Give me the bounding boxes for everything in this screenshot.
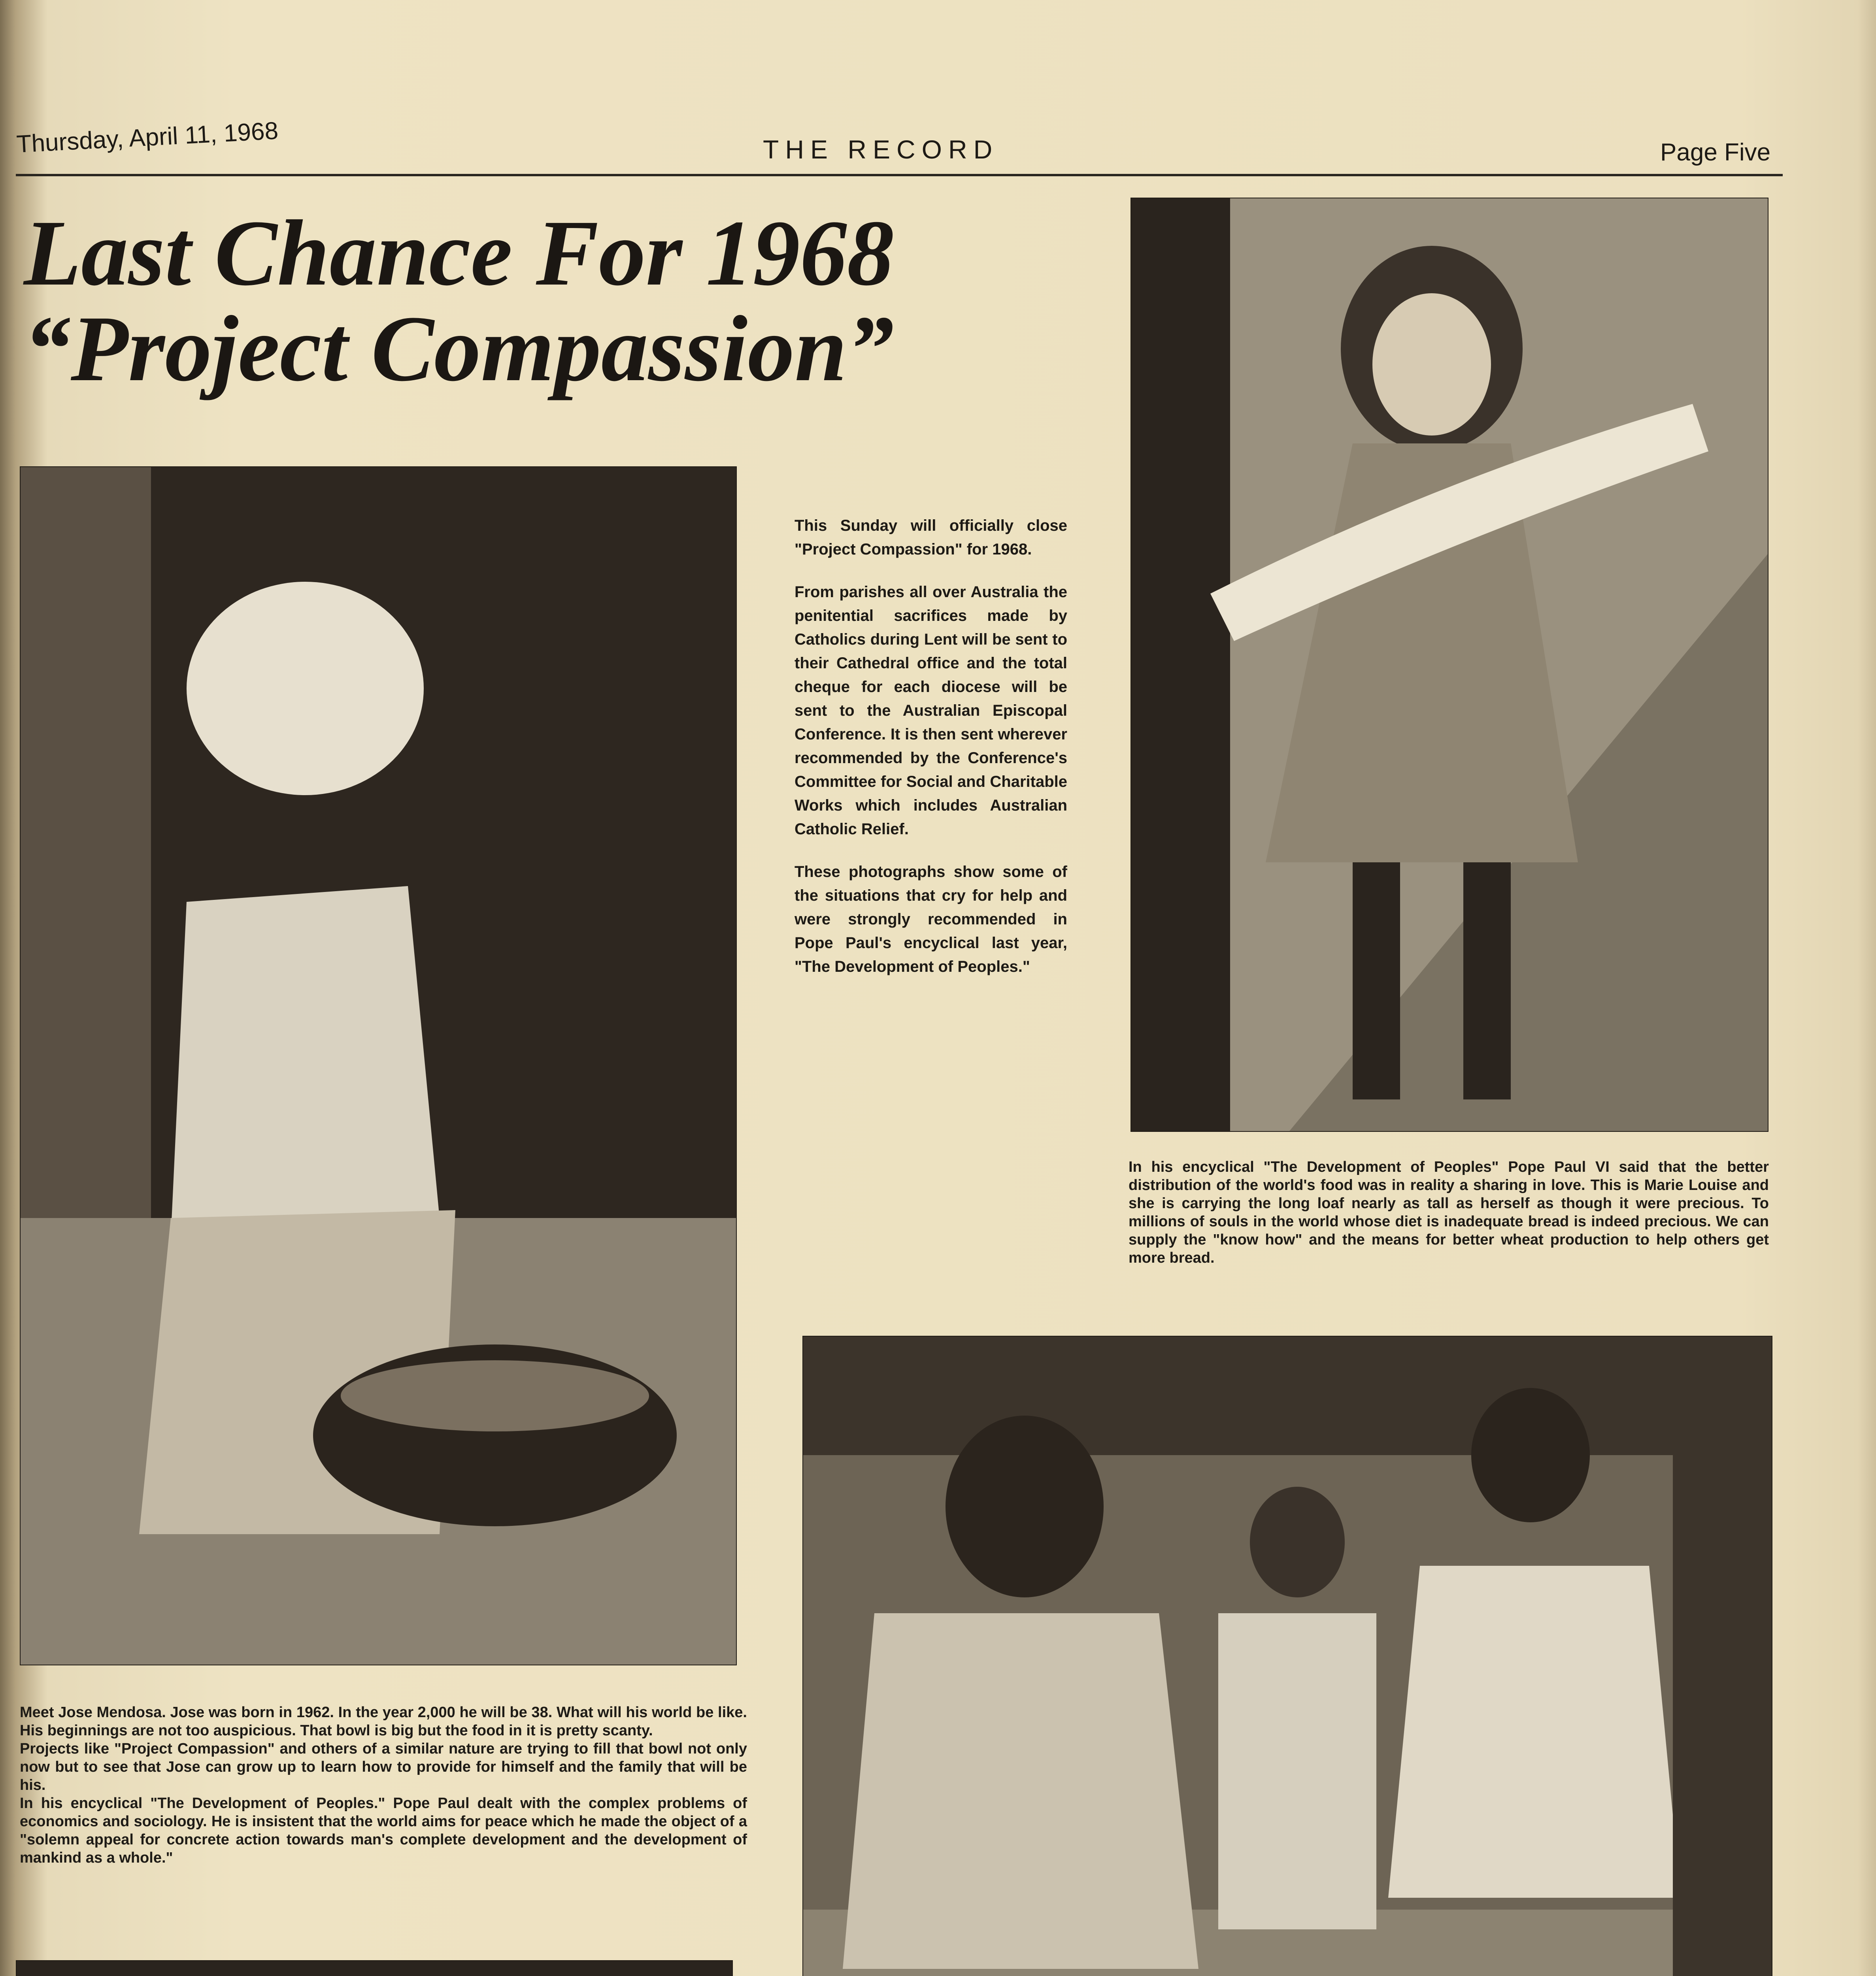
caption-paragraph: In his encyclical "The Development of Peoples." Pope Paul dealt with the complex problems of economics and sociology. He is insistent that the world aims for peace which he made the object of a "solemn appeal for concrete action towards man's complete development and the development of mankind as a whole." <box>20 1795 747 1866</box>
caption-paragraph: Meet Jose Mendosa. Jose was born in 1962. In the year 2,000 he will be 38. What will his world be like. His beginnings are not too auspicious. That bowl is big but the food in it is pretty scanty. <box>20 1704 747 1739</box>
photo-girl-with-loaf <box>1131 198 1768 1132</box>
intro-paragraph: This Sunday will officially close "Project Compassion" for 1968. <box>795 517 1067 558</box>
intro-paragraph: From parishes all over Australia the penitential sacrifices made by Catholics during Lent will be sent to their Cathedral office and the total cheque for each diocese will be sent to the Australian Episcopal Conference. It is then sent wherever recommended by the Conference's Committee for Social and Charitable Works which includes Australian Catholic Relief. <box>795 583 1067 838</box>
issue-date: Thursday, April 11, 1968 <box>16 117 279 158</box>
caption-paragraph: Projects like "Project Compassion" and others of a similar nature are trying to fill that bowl not only now but to see that Jose can grow up to learn how to provide for himself and the family that will be his. <box>20 1740 747 1793</box>
caption-marie-louise <box>1129 1158 1769 1267</box>
headline <box>24 201 1091 401</box>
intro-text <box>795 514 1067 997</box>
caption-jose-mendosa <box>20 1703 747 1867</box>
photo-farming-family <box>802 1336 1772 1976</box>
photo-boy-with-bowl <box>20 466 737 1665</box>
headline-line-1: Last Chance For 1968 <box>24 201 894 305</box>
intro-paragraph: These photographs show some of the situations that cry for help and were strongly recommended in Pope Paul's encyclical last year, "The Development of Peoples." <box>795 863 1067 975</box>
header-rule <box>16 174 1783 176</box>
headline-line-2: “Project Compassion” <box>24 297 894 401</box>
caption-paragraph: In his encyclical "The Development of Peoples" Pope Paul VI said that the better distribution of the world's food was in reality a sharing in love. This is Marie Louise and she is carrying the long loaf nearly as tall as herself as though it were precious. To millions of souls in the world whose diet is inadequate bread is indeed precious. We can supply the "know how" and the means for better wheat production to help others get more bread. <box>1129 1159 1769 1266</box>
publication-name: THE RECORD <box>763 135 999 164</box>
photo-yaws-treatment <box>16 1960 733 1976</box>
page-number: Page Five <box>1660 139 1771 166</box>
